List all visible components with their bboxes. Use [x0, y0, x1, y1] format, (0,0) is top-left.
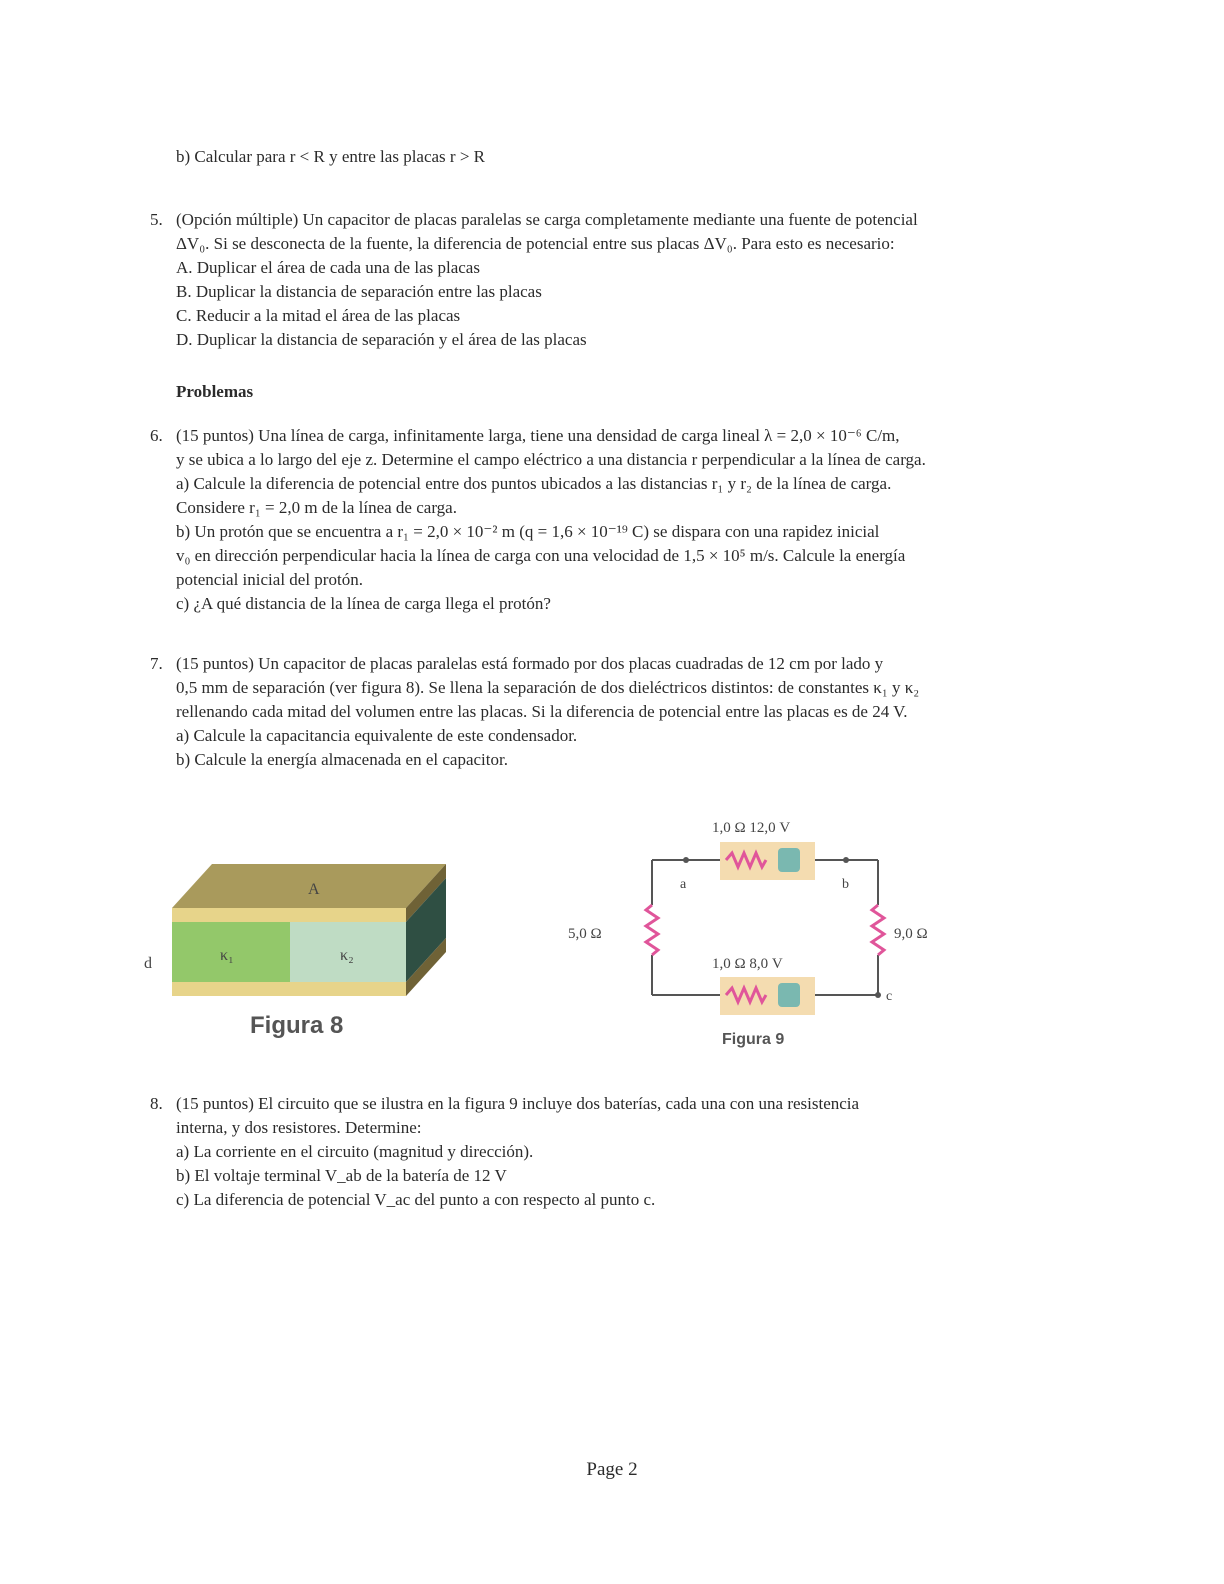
question-text-line: c) ¿A qué distancia de la línea de carga llega el protón?	[176, 594, 551, 613]
question-text-line: 0,5 mm de separación (ver figura 8). Se llena la separación de dos dieléctricos distintos: de constantes κ₁ y κ₂	[176, 678, 920, 697]
right-resistor	[872, 905, 884, 955]
node-c-label: c	[886, 989, 893, 1004]
question-text-line: a) Calcule la capacitancia equivalente de este condensador.	[176, 726, 578, 745]
node-c-dot	[875, 992, 881, 998]
question-text-line: b) Calcule la energía almacenada en el capacitor.	[176, 750, 508, 769]
bottom-plate-front	[172, 982, 406, 996]
top-plate-front	[172, 908, 406, 922]
question-text-line: (Opción múltiple) Un capacitor de placas paralelas se carga completamente mediante una fuente de potencial	[176, 210, 918, 229]
question-text-line: a) Calcule la diferencia de potencial entre dos puntos ubicados a las distancias r₁ y r₂ de la línea de carga.	[176, 474, 892, 493]
option-c: C. Reducir a la mitad el área de las placas	[176, 306, 461, 325]
question-number: 6.	[150, 426, 163, 445]
option-a: A. Duplicar el área de cada una de las placas	[176, 258, 480, 277]
question-text-line: potencial inicial del protón.	[176, 570, 363, 589]
figure-9-circuit	[560, 810, 940, 1030]
top-battery-label: 1,0 Ω 12,0 V	[712, 820, 791, 836]
node-b-dot	[843, 857, 849, 863]
question-text-line: (15 puntos) Una línea de carga, infinitamente larga, tiene una densidad de carga lineal λ = 2,0 × 10⁻⁶ C/m,	[176, 426, 900, 445]
area-label: A	[308, 881, 320, 898]
question-text-line: interna, y dos resistores. Determine:	[176, 1118, 422, 1137]
question-number: 5.	[150, 210, 163, 229]
node-a-label: a	[680, 877, 687, 892]
question-text-line: a) La corriente en el circuito (magnitud y dirección).	[176, 1142, 534, 1161]
separation-label: d	[144, 955, 152, 972]
node-b-label: b	[842, 877, 849, 892]
question-text-line: c) La diferencia de potencial V_ac del punto a con respecto al punto c.	[176, 1190, 656, 1209]
question-text-line: y se ubica a lo largo del eje z. Determine el campo eléctrico a una distancia r perpendicular a la línea de carga.	[176, 450, 926, 469]
option-d: D. Duplicar la distancia de separación y el área de las placas	[176, 330, 587, 349]
question-text-line: b) El voltaje terminal V_ab de la batería de 12 V	[176, 1166, 507, 1185]
question-text-line: (15 puntos) Un capacitor de placas paralelas está formado por dos placas cuadradas de 12 cm por lado y	[176, 654, 884, 673]
figure-9-caption: Figura 9	[722, 1031, 785, 1048]
question-text-line: Considere r₁ = 2,0 m de la línea de carga.	[176, 498, 457, 517]
question-number: 7.	[150, 654, 163, 673]
top-battery	[720, 842, 815, 880]
previous-question-item-b: b) Calcular para r < R y entre las placas r > R	[176, 147, 486, 166]
question-number: 8.	[150, 1094, 163, 1113]
option-b: B. Duplicar la distancia de separación entre las placas	[176, 282, 542, 301]
bottom-battery	[720, 977, 815, 1015]
right-resistor-label: 9,0 Ω	[894, 926, 928, 942]
node-a-dot	[683, 857, 689, 863]
k1-label: κ₁	[220, 947, 234, 964]
k2-label: κ₂	[340, 947, 354, 964]
question-text-line: rellenando cada mitad del volumen entre las placas. Si la diferencia de potencial entre las placas es de 24 V.	[176, 702, 908, 721]
question-text-line: ΔV₀. Si se desconecta de la fuente, la diferencia de potencial entre sus placas ΔV₀. Para esto es necesario:	[176, 234, 895, 253]
question-text-line: b) Un protón que se encuentra a r₁ = 2,0 × 10⁻² m (q = 1,6 × 10⁻¹⁹ C) se dispara con una rapidez inicial	[176, 522, 880, 541]
bottom-battery-label: 1,0 Ω 8,0 V	[712, 956, 783, 972]
problems-heading: Problemas	[176, 382, 254, 401]
left-resistor-label: 5,0 Ω	[568, 926, 602, 942]
page-footer: Page 2	[586, 1459, 638, 1480]
question-text-line: (15 puntos) El circuito que se ilustra en la figura 9 incluye dos baterías, cada una con una resistencia	[176, 1094, 860, 1113]
left-resistor	[646, 905, 658, 955]
figure-8-caption: Figura 8	[250, 1012, 344, 1039]
figure-8-capacitor	[140, 850, 460, 1010]
question-text-line: v₀ en dirección perpendicular hacia la línea de carga con una velocidad de 1,5 × 10⁵ m/s. Calcule la energía	[176, 546, 906, 565]
